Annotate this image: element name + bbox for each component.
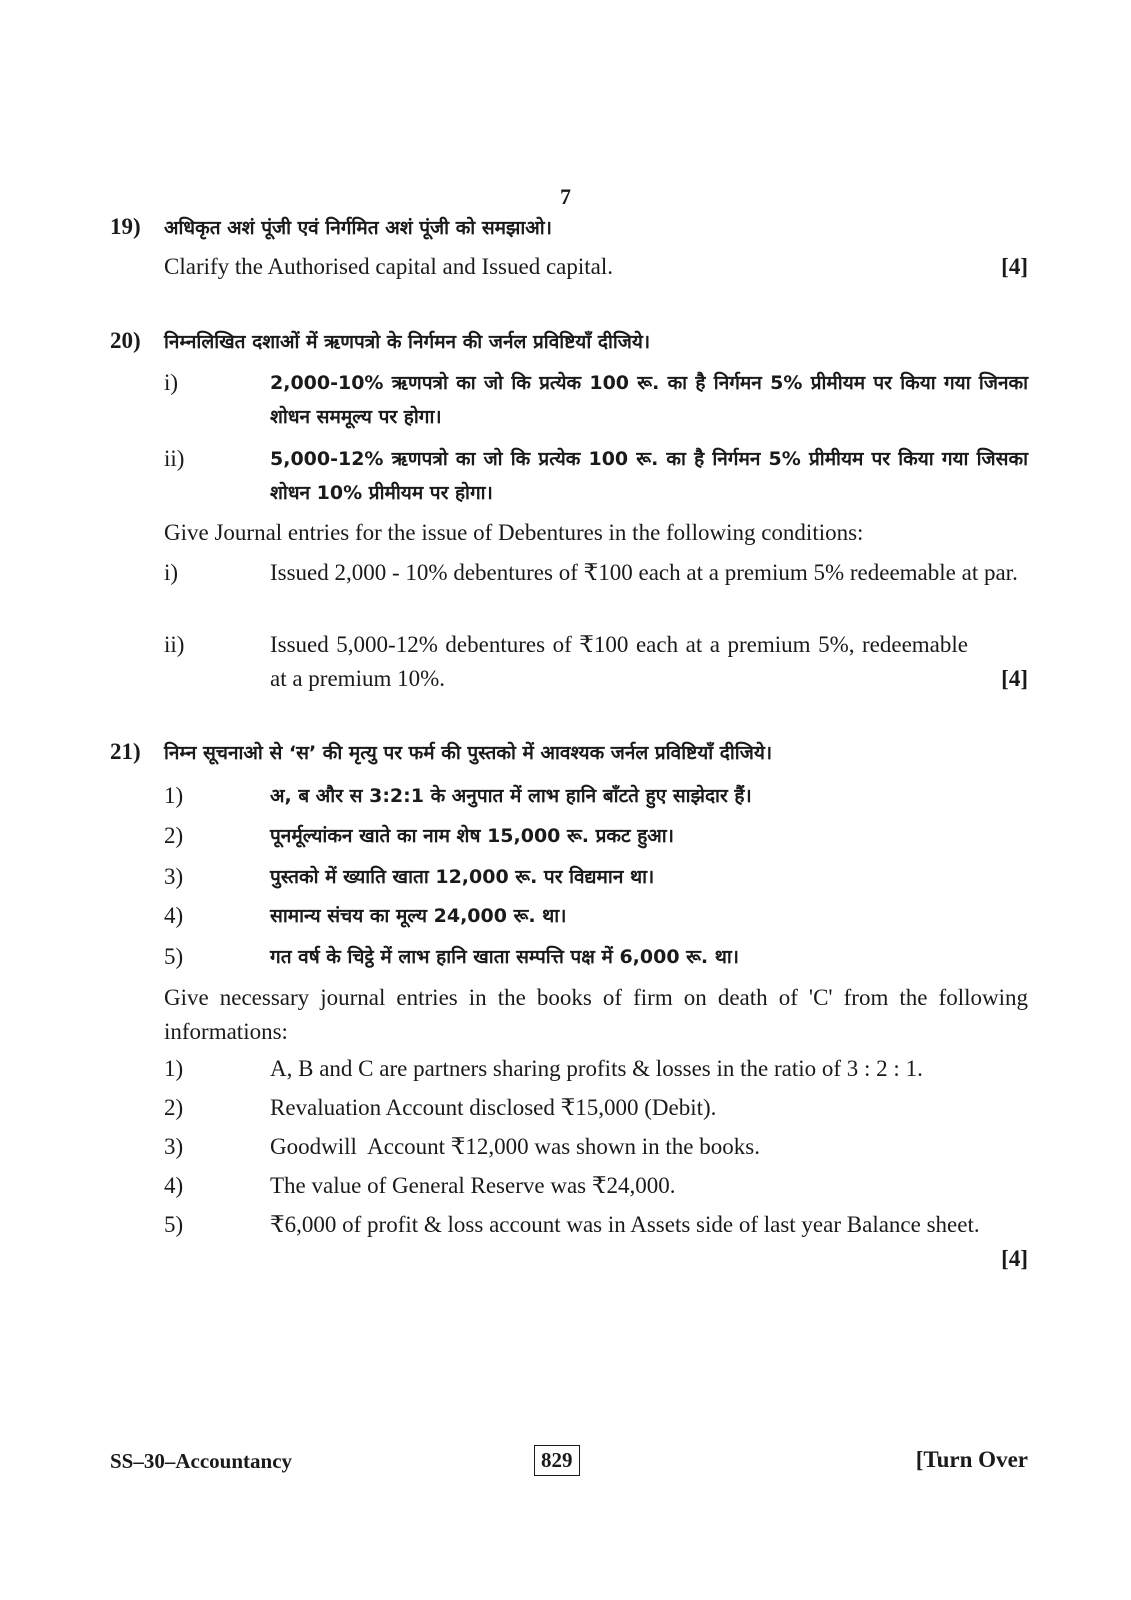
item-text: सामान्य संचय का मूल्य 24,000 रू. था।: [270, 905, 567, 927]
item-text: The value of General Reserve was ₹24,000.: [270, 1173, 676, 1198]
question-hindi: निम्नलिखित दशाओं में ऋणपत्रो के निर्गमन की जर्नल प्रविष्टियॉं दीजिये।: [164, 331, 651, 353]
item-label: 1): [164, 783, 184, 808]
marks: [4]: [1001, 1246, 1028, 1271]
marks: [4]: [1001, 254, 1028, 279]
item-label: 2): [164, 823, 184, 848]
item-label: ii): [164, 446, 185, 471]
item-text: पुस्तको में ख्याति खाता 12,000 रू. पर विद्यमान था।: [270, 866, 655, 888]
question-hindi: अधिकृत अशं पूंजी एवं निर्गमित अशं पूंजी को समझाओ।: [164, 217, 552, 239]
item-text: ₹6,000 of profit & loss account was in Assets side of last year Balance sheet.: [270, 1212, 980, 1237]
paper-code: SS–30–Accountancy: [110, 1449, 293, 1473]
item-text: अ, ब और स 3:2:1 के अनुपात में लाभ हानि बॉंटते हुए साझेदार हैं।: [270, 785, 752, 807]
question-english: Clarify the Authorised capital and Issued capital.: [164, 254, 614, 279]
item-text: गत वर्ष के चिट्ठे में लाभ हानि खाता सम्पत्ति पक्ष में 6,000 रू. था।: [270, 946, 740, 968]
question-english: Give Journal entries for the issue of Debentures in the following conditions:: [164, 520, 864, 545]
item-text: 5,000-12% ऋणपत्रो का जो कि प्रत्येक 100 रू. का है निर्गमन 5% प्रीमीयम पर किया गया जिसका शोधन 10% प्रीमीयम पर होगा।: [270, 448, 1028, 504]
question-number: 20): [110, 328, 141, 353]
item-label: 3): [164, 864, 184, 889]
item-label: 2): [164, 1095, 184, 1120]
question-number: 21): [110, 739, 141, 764]
item-text: Goodwill Account ₹12,000 was shown in the books.: [270, 1134, 760, 1159]
item-text: 2,000-10% ऋणपत्रो का जो कि प्रत्येक 100 रू. का है निर्गमन 5% प्रीमीयम पर किया गया जिनका शोधन सममूल्य पर होगा।: [270, 372, 1028, 428]
question-english: Give necessary journal entries in the books of firm on death of 'C' from the following informations:: [164, 985, 1028, 1044]
sheet-number-box: 829: [534, 1445, 580, 1476]
item-label: 4): [164, 1173, 184, 1198]
item-text: Issued 2,000 - 10% debentures of ₹100 each at a premium 5% redeemable at par.: [270, 560, 1018, 585]
item-label: i): [164, 370, 179, 395]
question-hindi: निम्न सूचनाओ से ‘स’ की मृत्यु पर फर्म की पुस्तको में आवश्यक जर्नल प्रविष्टियॉं दीजिये।: [164, 742, 773, 764]
item-label: i): [164, 560, 179, 585]
item-text: Issued 5,000-12% debentures of ₹100 each at a premium 5%, redeemable at a premium 10%.: [270, 632, 968, 691]
turn-over-label: [Turn Over: [915, 1447, 1028, 1472]
question-number: 19): [110, 214, 141, 239]
page-number: 7: [560, 184, 571, 209]
item-label: 5): [164, 1212, 184, 1237]
item-text: A, B and C are partners sharing profits & losses in the ratio of 3 : 2 : 1.: [270, 1056, 923, 1081]
item-label: 1): [164, 1056, 184, 1081]
item-label: 5): [164, 944, 184, 969]
marks: [4]: [1001, 666, 1028, 691]
item-label: ii): [164, 632, 185, 657]
item-label: 4): [164, 903, 184, 928]
item-text: Revaluation Account disclosed ₹15,000 (Debit).: [270, 1095, 717, 1120]
item-text: पूनर्मूल्यांकन खाते का नाम शेष 15,000 रू. प्रकट हुआ।: [270, 825, 674, 847]
item-label: 3): [164, 1134, 184, 1159]
